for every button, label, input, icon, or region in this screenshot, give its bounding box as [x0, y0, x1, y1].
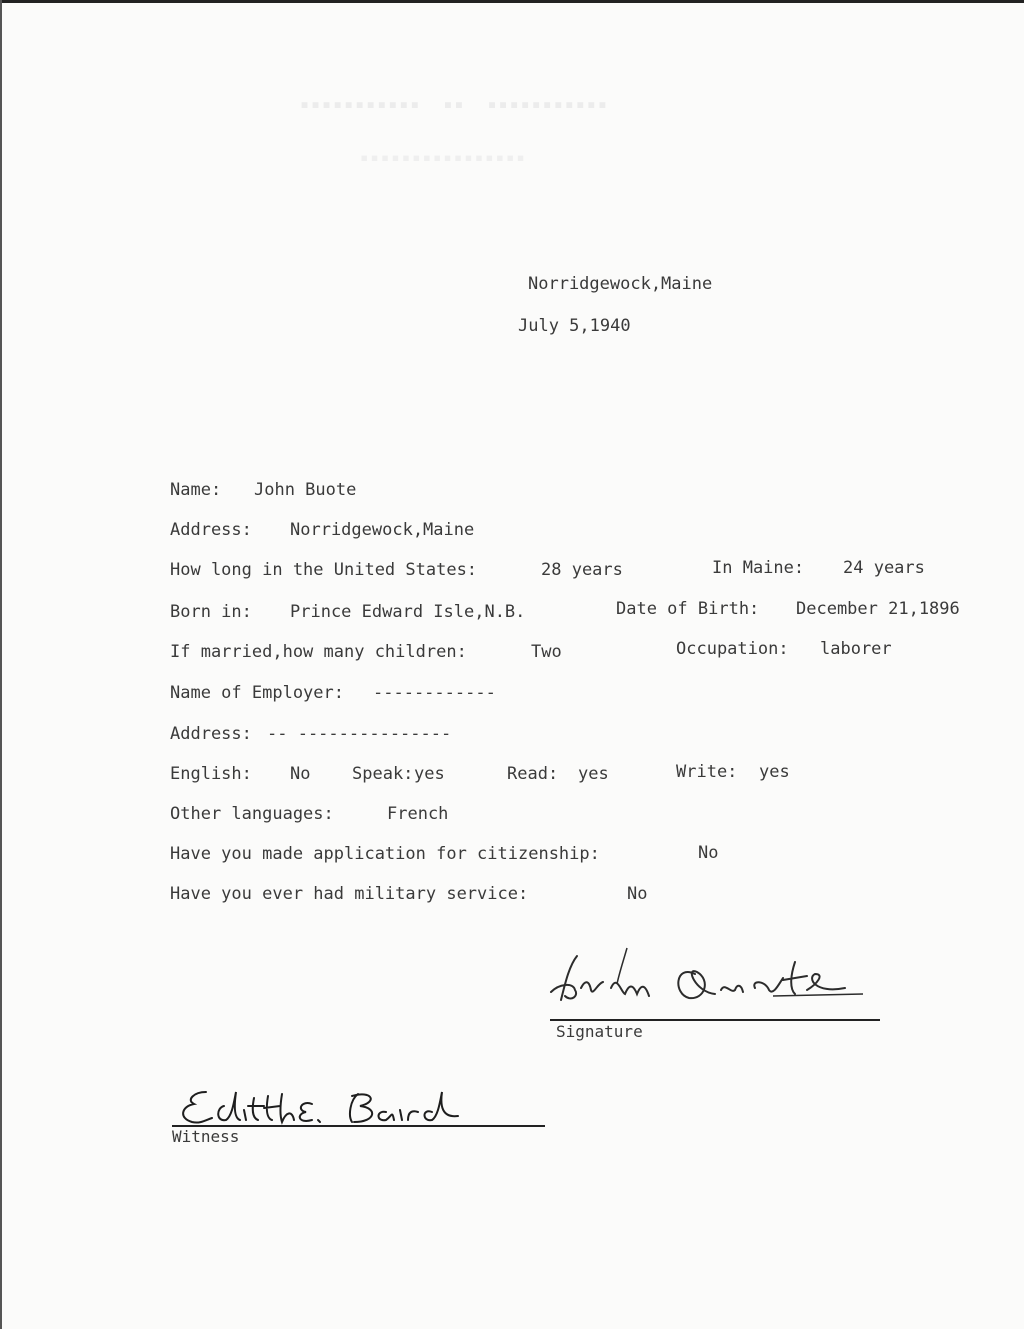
address-value: Norridgewock,Maine	[290, 520, 475, 540]
english-value: No	[290, 764, 311, 784]
dob-value: December 21,1896	[796, 599, 960, 619]
emp-address-value: -- ---------------	[267, 724, 452, 744]
maine-value: 24 years	[843, 558, 925, 578]
witness-label: Witness	[172, 1127, 240, 1146]
children-value: Two	[531, 642, 562, 662]
citizenship-value: No	[698, 843, 719, 863]
english-label: English:	[170, 764, 252, 784]
born-value: Prince Edward Isle,N.B.	[290, 602, 526, 622]
read-value: yes	[578, 764, 609, 784]
scan-edge-left	[0, 0, 2, 1329]
signature-handwriting	[545, 944, 885, 1014]
military-label: Have you ever had military service:	[170, 884, 529, 904]
military-value: No	[627, 884, 648, 904]
dob-label: Date of Birth:	[616, 599, 760, 619]
scan-edge-top	[0, 0, 1024, 3]
name-label: Name:	[170, 480, 222, 500]
emp-address-label: Address:	[170, 724, 252, 744]
citizenship-label: Have you made application for citizenship:	[170, 844, 600, 864]
speak-value: yes	[414, 764, 445, 784]
write-label: Write:	[676, 762, 738, 782]
address-label: Address:	[170, 520, 252, 540]
employer-value: ------------	[373, 683, 496, 703]
maine-label: In Maine:	[712, 558, 805, 578]
header-place: Norridgewock,Maine	[528, 274, 713, 294]
children-label: If married,how many children:	[170, 642, 467, 662]
write-value: yes	[759, 762, 790, 782]
us-label: How long in the United States:	[170, 560, 478, 580]
employer-label: Name of Employer:	[170, 683, 344, 703]
occupation-value: laborer	[820, 639, 892, 659]
us-value: 28 years	[541, 560, 623, 580]
other-lang-value: French	[387, 804, 449, 824]
name-value: John Buote	[254, 480, 357, 500]
bleed-through-text: ▪▪▪▪▪▪▪▪▪▪▪ ▪▪ ▪▪▪▪▪▪▪▪▪▪▪	[300, 95, 609, 113]
born-label: Born in:	[170, 602, 252, 622]
header-date: July 5,1940	[518, 316, 631, 336]
bleed-through-text-2: ▪▪▪▪▪▪▪▪▪▪▪▪▪▪▪▪	[360, 150, 527, 166]
occupation-label: Occupation:	[676, 639, 789, 659]
other-lang-label: Other languages:	[170, 804, 334, 824]
read-label: Read:	[507, 764, 559, 784]
signature-line	[550, 1019, 880, 1021]
speak-label: Speak:	[352, 764, 414, 784]
signature-label: Signature	[556, 1022, 643, 1041]
